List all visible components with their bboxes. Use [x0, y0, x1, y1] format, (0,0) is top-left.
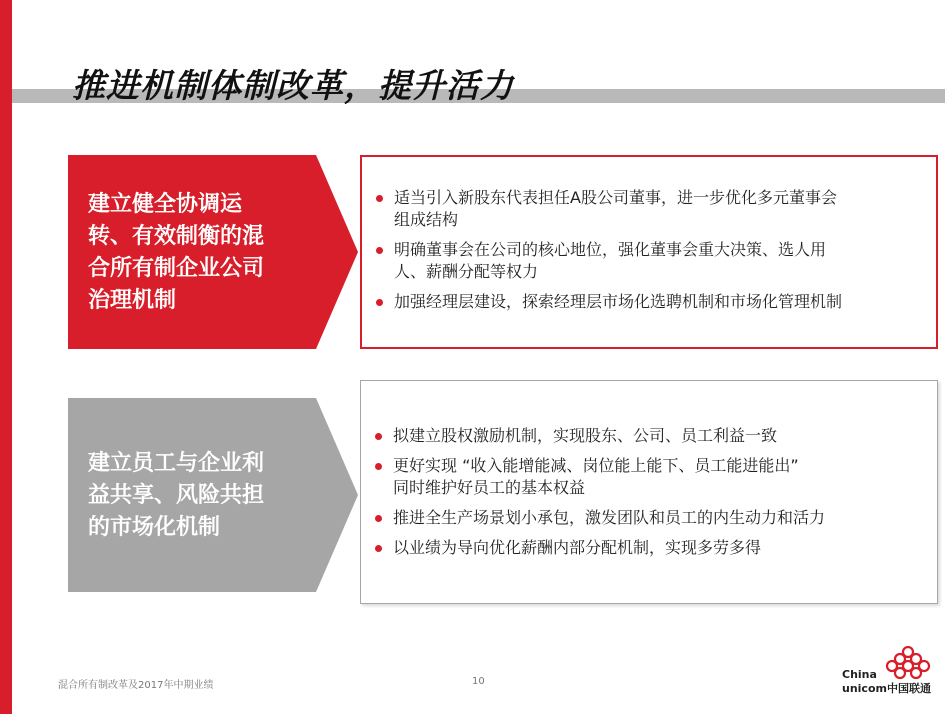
bullet-icon: [376, 247, 383, 254]
bullet-icon: [376, 195, 383, 202]
page-number: 10: [472, 676, 485, 687]
section-2-arrow: [68, 398, 358, 592]
list-item: 加强经理层建设，探索经理层市场化选聘机制和市场化管理机制: [376, 291, 920, 313]
unicom-knot-icon: [882, 646, 934, 680]
list-item: 拟建立股权激励机制，实现股东、公司、员工利益一致: [375, 425, 921, 447]
footer-caption: 混合所有制改革及2017年中期业绩: [58, 680, 214, 691]
list-item: 明确董事会在公司的核心地位，强化董事会重大决策、选人用 人、薪酬分配等权力: [376, 239, 920, 283]
bullet-icon: [376, 299, 383, 306]
bullet-icon: [375, 433, 382, 440]
list-item: 以业绩为导向优化薪酬内部分配机制，实现多劳多得: [375, 537, 921, 559]
section-2-bullet-list: [375, 425, 921, 559]
bullet-icon: [375, 463, 382, 470]
left-accent-bar: [0, 0, 12, 714]
list-item: 更好实现 “收入能增能减、岗位能上能下、员工能进能出” 同时维护好员工的基本权益: [375, 455, 921, 499]
section-2-heading: 建立员工与企业利 益共享、风险共担 的市场化机制: [88, 451, 265, 540]
section-1-heading: 建立健全协调运 转、有效制衡的混 合所有制企业公司 治理机制: [88, 192, 265, 313]
logo-text-unicom: unicom中国联通: [842, 682, 931, 695]
section-1-arrow: [68, 155, 358, 349]
list-item: 适当引入新股东代表担任A股公司董事，进一步优化多元董事会 组成结构: [376, 187, 920, 231]
section-2-panel: [360, 380, 938, 604]
section-1-panel: [360, 155, 938, 349]
logo-text-china: China: [842, 668, 877, 681]
china-unicom-logo: [842, 646, 938, 696]
slide-title: 推进机制体制改革，提升活力: [72, 66, 514, 105]
bullet-icon: [375, 545, 382, 552]
bullet-icon: [375, 515, 382, 522]
section-1-bullet-list: [376, 187, 920, 313]
list-item: 推进全生产场景划小承包，激发团队和员工的内生动力和活力: [375, 507, 921, 529]
